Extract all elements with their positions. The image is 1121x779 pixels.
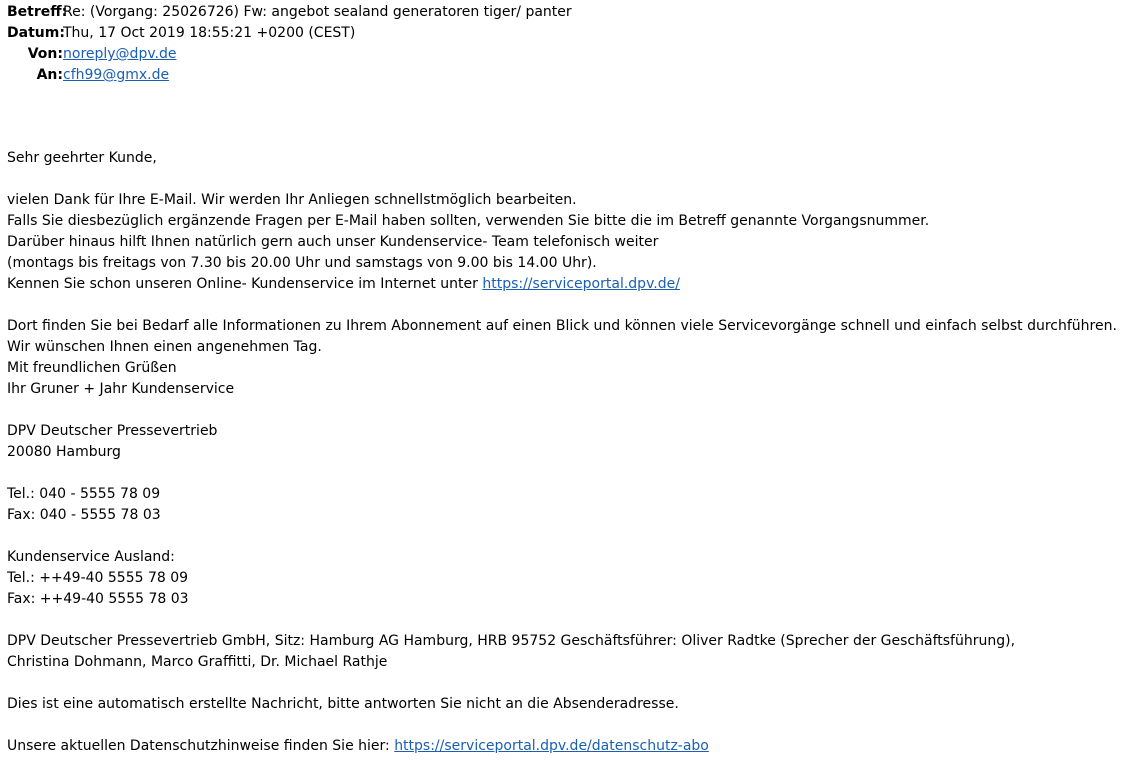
date-row	[7, 23, 572, 44]
fax-line: Fax: 040 - 5555 78 03	[7, 507, 161, 523]
body-line: vielen Dank für Ihre E-Mail. Wir werden Ihr Anliegen schnellstmöglich bearbeiten.	[7, 192, 577, 208]
body-line: Wir wünschen Ihnen einen angenehmen Tag.	[7, 339, 322, 355]
body-line: (montags bis freitags von 7.30 bis 20.00 Uhr und samstags von 9.00 bis 14.00 Uhr).	[7, 255, 597, 271]
serviceportal-link[interactable]: https://serviceportal.dpv.de/	[482, 276, 680, 292]
privacy-line	[7, 736, 1117, 757]
date-label: Datum:	[7, 25, 65, 41]
privacy-text: Unsere aktuellen Datenschutzhinweise finden Sie hier:	[7, 738, 395, 754]
date-value: Thu, 17 Oct 2019 18:55:21 +0200 (CEST)	[63, 25, 356, 41]
abroad-heading: Kundenservice Ausland:	[7, 549, 175, 565]
greeting: Sehr geehrter Kunde,	[7, 150, 157, 166]
body-line: Darüber hinaus hilft Ihnen natürlich gern auch unser Kundenservice- Team telefonisch weiter	[7, 234, 659, 250]
subject-value: Re: (Vorgang: 25026726) Fw: angebot sealand generatoren tiger/ panter	[63, 4, 572, 20]
address-line: DPV Deutscher Pressevertrieb	[7, 423, 218, 439]
company-info-line: Christina Dohmann, Marco Graffitti, Dr. Michael Rathje	[7, 654, 388, 670]
to-row	[7, 65, 572, 86]
subject-label: Betreff:	[7, 4, 68, 20]
auto-notice: Dies ist eine automatisch erstellte Nachricht, bitte antworten Sie nicht an die Absenderadresse.	[7, 696, 679, 712]
from-row	[7, 44, 572, 65]
online-service-text: Kennen Sie schon unseren Online- Kundenservice im Internet unter	[7, 276, 483, 292]
online-service-line	[7, 274, 1117, 295]
abroad-phone-line: Tel.: ++49-40 5555 78 09	[7, 570, 189, 586]
privacy-link[interactable]: https://serviceportal.dpv.de/datenschutz-abo	[394, 738, 709, 754]
phone-line: Tel.: 040 - 5555 78 09	[7, 486, 161, 502]
company-info-line: DPV Deutscher Pressevertrieb GmbH, Sitz: Hamburg AG Hamburg, HRB 95752 Geschäftsführer: Oliver Radtke (Sprecher der Geschäftsführung),	[7, 633, 1016, 649]
address-line: 20080 Hamburg	[7, 444, 121, 460]
body-line: Falls Sie diesbezüglich ergänzende Fragen per E-Mail haben sollten, verwenden Sie bitte die im Betreff genannte Vorgangsnummer.	[7, 213, 930, 229]
from-label: Von:	[27, 46, 63, 62]
body-line: Dort finden Sie bei Bedarf alle Informationen zu Ihrem Abonnement auf einen Blick und können viele Servicevorgänge schnell und einfach selbst durchführen.	[7, 318, 1117, 334]
body-line: Ihr Gruner + Jahr Kundenservice	[7, 381, 235, 397]
to-label: An:	[36, 67, 63, 83]
email-headers	[7, 2, 572, 86]
to-email-link[interactable]: cfh99@gmx.de	[63, 67, 170, 83]
message-body	[7, 148, 1117, 757]
body-line: Mit freundlichen Grüßen	[7, 360, 177, 376]
abroad-fax-line: Fax: ++49-40 5555 78 03	[7, 591, 189, 607]
from-email-link[interactable]: noreply@dpv.de	[63, 46, 177, 62]
subject-row	[7, 2, 572, 23]
